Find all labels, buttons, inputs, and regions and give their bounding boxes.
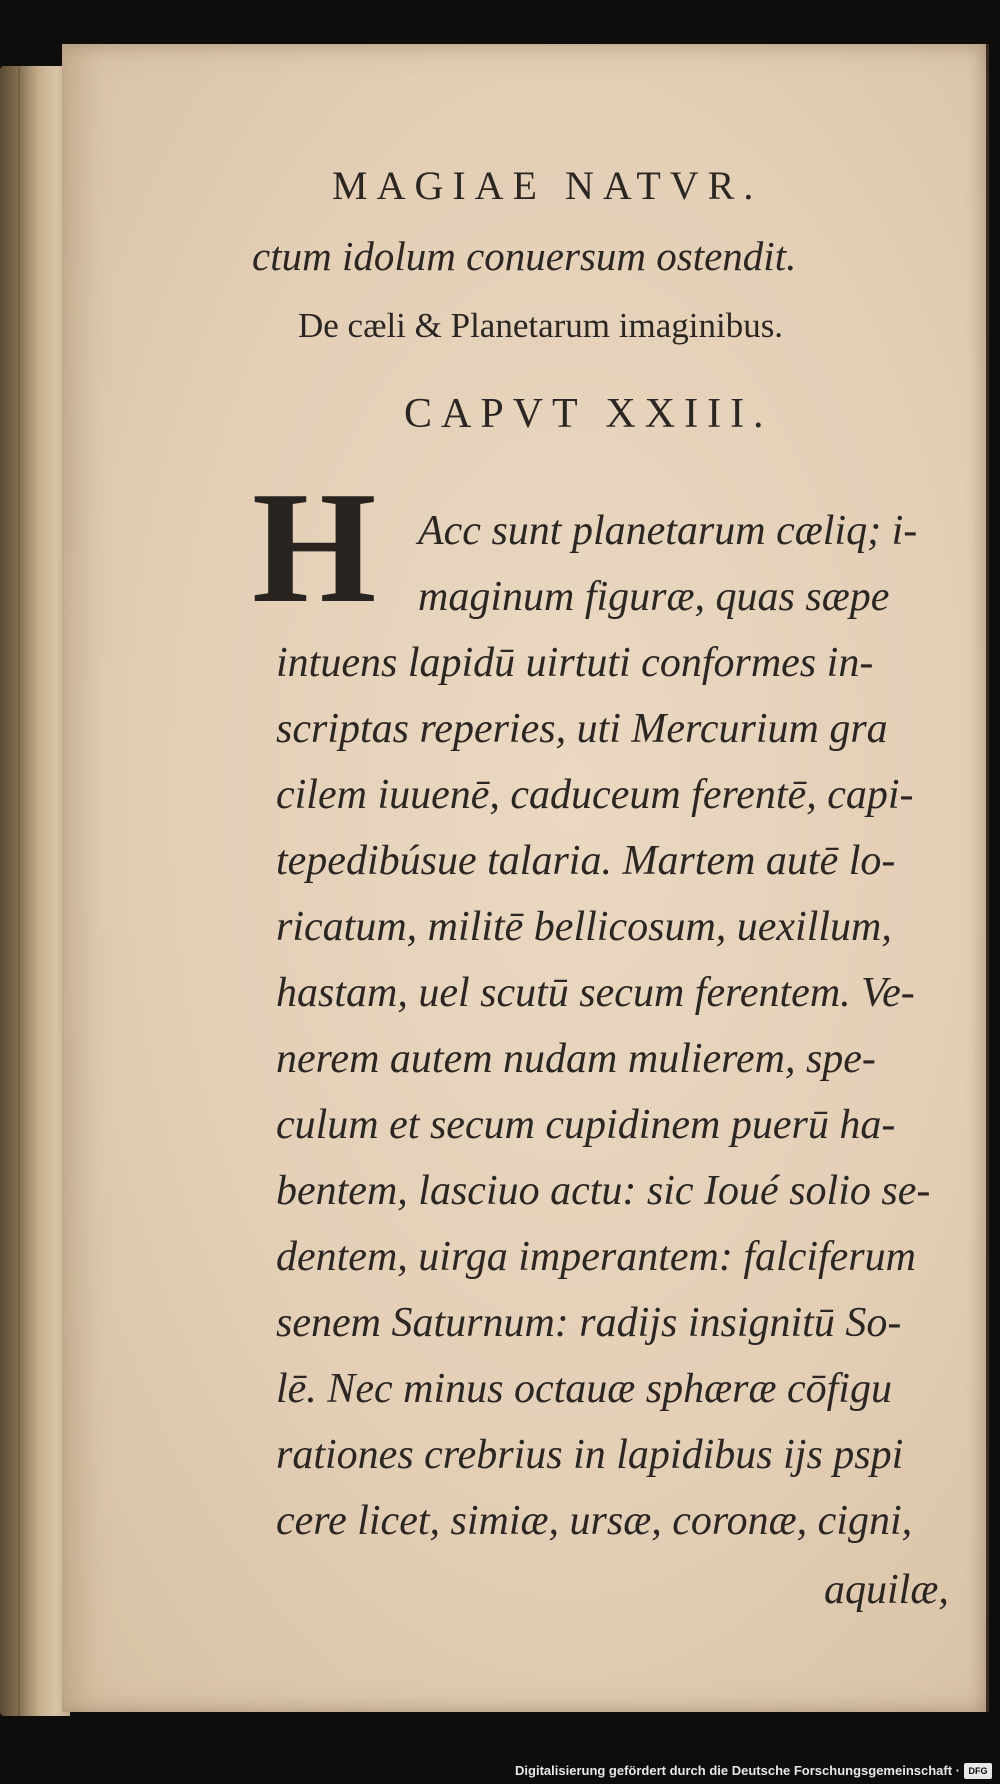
text-line: cere licet, simiæ, ursæ, coronæ, cigni, [276,1498,913,1544]
book-spine-edge [0,66,70,1716]
text-line: maginum figuræ, quas sæpe [418,574,890,620]
text-line: Acc sunt planetarum cæliq; i- [418,508,918,554]
running-head: MAGIAE NATVR. [332,163,763,208]
dfg-logo-icon: DFG [964,1763,992,1779]
text-line: lē. Nec minus octauæ sphæræ cōfigu [276,1366,892,1412]
text-line: scriptas reperies, uti Mercurium gra [276,706,888,752]
text-line: intuens lapidū uirtuti conformes in- [276,640,874,686]
drop-cap: H [252,458,377,636]
text-line: tepedibúsue talaria. Martem autē lo- [276,838,896,884]
text-line: nerem autem nudam mulierem, spe- [276,1036,876,1082]
text-line: rationes crebrius in lapidibus ijs pspi [276,1432,904,1478]
text-line: ricatum, militē bellicosum, uexillum, [276,904,892,950]
text-line: culum et secum cupidinem puerū ha- [276,1102,896,1148]
head-line-1: ctum idolum conuersum ostendit. [252,233,797,279]
text-line: senem Saturnum: radijs insignitū So- [276,1300,902,1346]
footer-credit: Digitalisierung gefördert durch die Deutsche Forschungsgemeinschaft · [515,1763,960,1778]
text-line: dentem, uirga imperantem: falciferum [276,1234,916,1280]
chapter-title: CAPVT XXIII. [404,391,773,437]
section-heading: De cæli & Planetarum imaginibus. [298,306,784,345]
book-page [62,44,989,1712]
text-line: hastam, uel scutū secum ferentem. Ve- [276,970,915,1016]
text-line: cilem iuuenē, caduceum ferentē, capi- [276,772,914,818]
catchword: aquilæ, [824,1567,949,1613]
footer-bar [0,1752,1000,1784]
text-line: bentem, lasciuo actu: sic Ioué solio se- [276,1168,931,1214]
